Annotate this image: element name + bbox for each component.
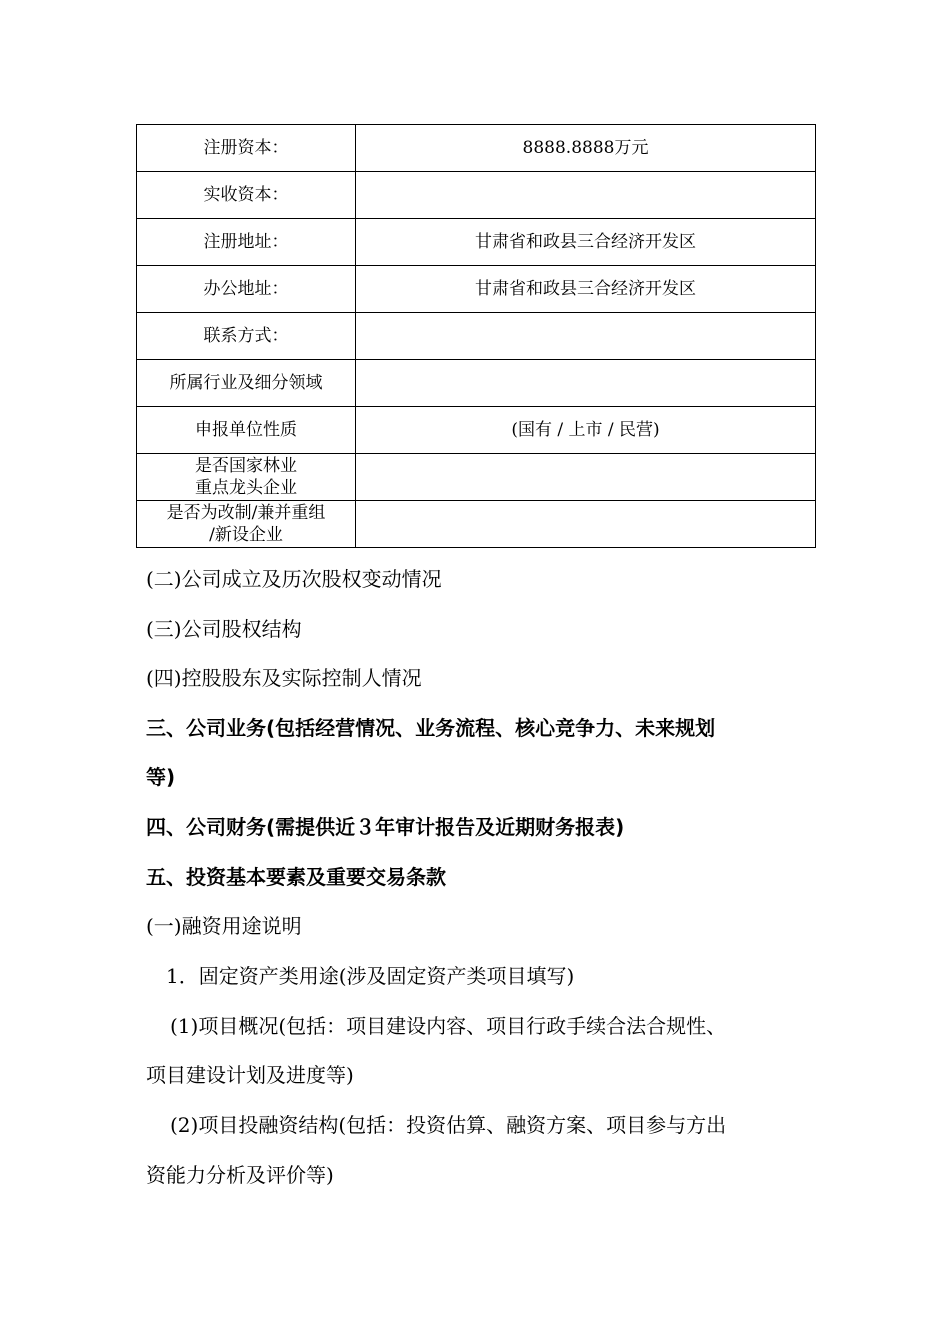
registered-address-label: 注册地址： xyxy=(137,219,356,266)
industry-value xyxy=(356,360,816,407)
section-5-1-heading: (一)融资用途说明 xyxy=(146,914,302,938)
table-row xyxy=(137,407,816,454)
item-2-line1: (2)项目投融资结构(包括：投资估算、融资方案、项目参与方出 xyxy=(170,1113,727,1137)
company-info-table xyxy=(136,124,816,548)
section-3-heading-line1: 三、公司业务(包括经营情况、业务流程、核心竞争力、未来规划 xyxy=(146,716,716,740)
section-5-1-1-heading: 1．固定资产类用途(涉及固定资产类项目填写) xyxy=(166,964,575,988)
section-2-4-heading: (四)控股股东及实际控制人情况 xyxy=(146,666,422,690)
section-3-heading-line2: 等) xyxy=(146,765,176,789)
office-address-label: 办公地址： xyxy=(137,266,356,313)
forestry-leader-label-line1: 是否国家林业 xyxy=(195,456,297,476)
office-address-value: 甘肃省和政县三合经济开发区 xyxy=(356,266,816,313)
paid-in-capital-label: 实收资本： xyxy=(137,172,356,219)
section-4-heading: 四、公司财务(需提供近３年审计报告及近期财务报表) xyxy=(146,815,625,839)
registered-capital-value: 8888.8888万元 xyxy=(356,125,816,172)
section-2-2-heading: (二)公司成立及历次股权变动情况 xyxy=(146,567,442,591)
registered-address-value: 甘肃省和政县三合经济开发区 xyxy=(356,219,816,266)
contact-label: 联系方式： xyxy=(137,313,356,360)
table-row xyxy=(137,172,816,219)
forestry-leader-value xyxy=(356,454,816,501)
contact-value xyxy=(356,313,816,360)
item-1-line2: 项目建设计划及进度等) xyxy=(146,1063,354,1087)
restructure-label-line2: /新设企业 xyxy=(209,525,283,545)
section-5-heading: 五、投资基本要素及重要交易条款 xyxy=(146,865,446,889)
table-row xyxy=(137,454,816,501)
forestry-leader-label-line2: 重点龙头企业 xyxy=(195,478,297,498)
section-2-3-heading: (三)公司股权结构 xyxy=(146,617,302,641)
entity-nature-value: (国有 / 上市 / 民营) xyxy=(356,407,816,454)
registered-capital-label: 注册资本： xyxy=(137,125,356,172)
restructure-value xyxy=(356,501,816,548)
paid-in-capital-value xyxy=(356,172,816,219)
forestry-leader-label xyxy=(137,454,356,501)
table-row xyxy=(137,360,816,407)
table-row xyxy=(137,313,816,360)
table-row xyxy=(137,266,816,313)
table-row xyxy=(137,125,816,172)
entity-nature-label: 申报单位性质 xyxy=(137,407,356,454)
restructure-label xyxy=(137,501,356,548)
item-1-line1: (1)项目概况(包括：项目建设内容、项目行政手续合法合规性、 xyxy=(170,1014,727,1038)
table-row xyxy=(137,501,816,548)
item-2-line2: 资能力分析及评价等) xyxy=(146,1163,334,1187)
table-row xyxy=(137,219,816,266)
restructure-label-line1: 是否为改制/兼并重组 xyxy=(166,503,326,523)
industry-label: 所属行业及细分领域 xyxy=(137,360,356,407)
